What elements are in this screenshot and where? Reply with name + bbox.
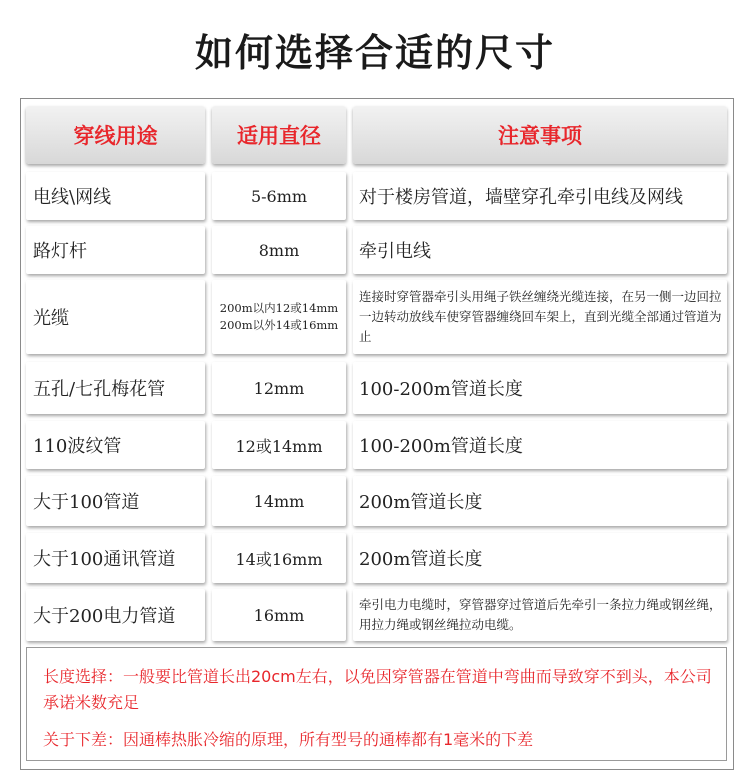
header-diameter: 适用直径 bbox=[212, 106, 346, 164]
row-3-note: 连接时穿管器牵引头用绳子铁丝缠绕光缆连接，在另一侧一边回拉一边转动放线车使穿管器缠绕回车架上，直到光缆全部通过管道为止 bbox=[353, 280, 727, 354]
row-3-diameter bbox=[212, 280, 346, 354]
row-5-diameter: 12或14mm bbox=[212, 421, 346, 469]
row-6-note: 200m管道长度 bbox=[353, 476, 727, 526]
row-8-use: 大于200电力管道 bbox=[26, 589, 205, 641]
tolerance-note: 关于下差：因通棒热胀冷缩的原理，所有型号的通棒都有1毫米的下差 bbox=[43, 730, 534, 749]
row-6-use: 大于100管道 bbox=[26, 476, 205, 526]
page-title: 如何选择合适的尺寸 bbox=[194, 31, 555, 75]
notes-box bbox=[26, 647, 727, 761]
row-1-diameter: 5-6mm bbox=[212, 172, 346, 220]
row-5-use: 110波纹管 bbox=[26, 421, 205, 469]
row-8-note: 牵引电力电缆时，穿管器穿过管道后先牵引一条拉力绳或钢丝绳，用拉力绳或钢丝绳拉动电缆。 bbox=[353, 589, 727, 641]
row-1-use: 电线\网线 bbox=[26, 172, 205, 220]
row-4-use: 五孔/七孔梅花管 bbox=[26, 362, 205, 414]
row-3-use: 光缆 bbox=[26, 280, 205, 354]
header-use: 穿线用途 bbox=[26, 106, 205, 164]
row-2-use: 路灯杆 bbox=[26, 226, 205, 274]
row-1-note: 对于楼房管道，墙壁穿孔牵引电线及网线 bbox=[353, 172, 727, 220]
row-3-diameter-line-2: 200m以外14或16mm bbox=[219, 318, 339, 332]
row-4-diameter: 12mm bbox=[212, 362, 346, 414]
size-table bbox=[20, 98, 734, 770]
row-2-note: 牵引电线 bbox=[353, 226, 727, 274]
row-5-note: 100-200m管道长度 bbox=[353, 421, 727, 469]
row-7-diameter: 14或16mm bbox=[212, 533, 346, 583]
row-2-diameter: 8mm bbox=[212, 226, 346, 274]
row-3-diameter-line-1: 200m以内12或14mm bbox=[219, 301, 339, 315]
row-6-diameter: 14mm bbox=[212, 476, 346, 526]
row-4-note: 100-200m管道长度 bbox=[353, 362, 727, 414]
header-notes: 注意事项 bbox=[353, 106, 727, 164]
row-7-note: 200m管道长度 bbox=[353, 533, 727, 583]
length-note: 长度选择：一般要比管道长出20cm左右，以免因穿管器在管道中弯曲而导致穿不到头，本公司承诺米数充足 bbox=[43, 667, 712, 712]
row-7-use: 大于100通讯管道 bbox=[26, 533, 205, 583]
row-8-diameter: 16mm bbox=[212, 589, 346, 641]
